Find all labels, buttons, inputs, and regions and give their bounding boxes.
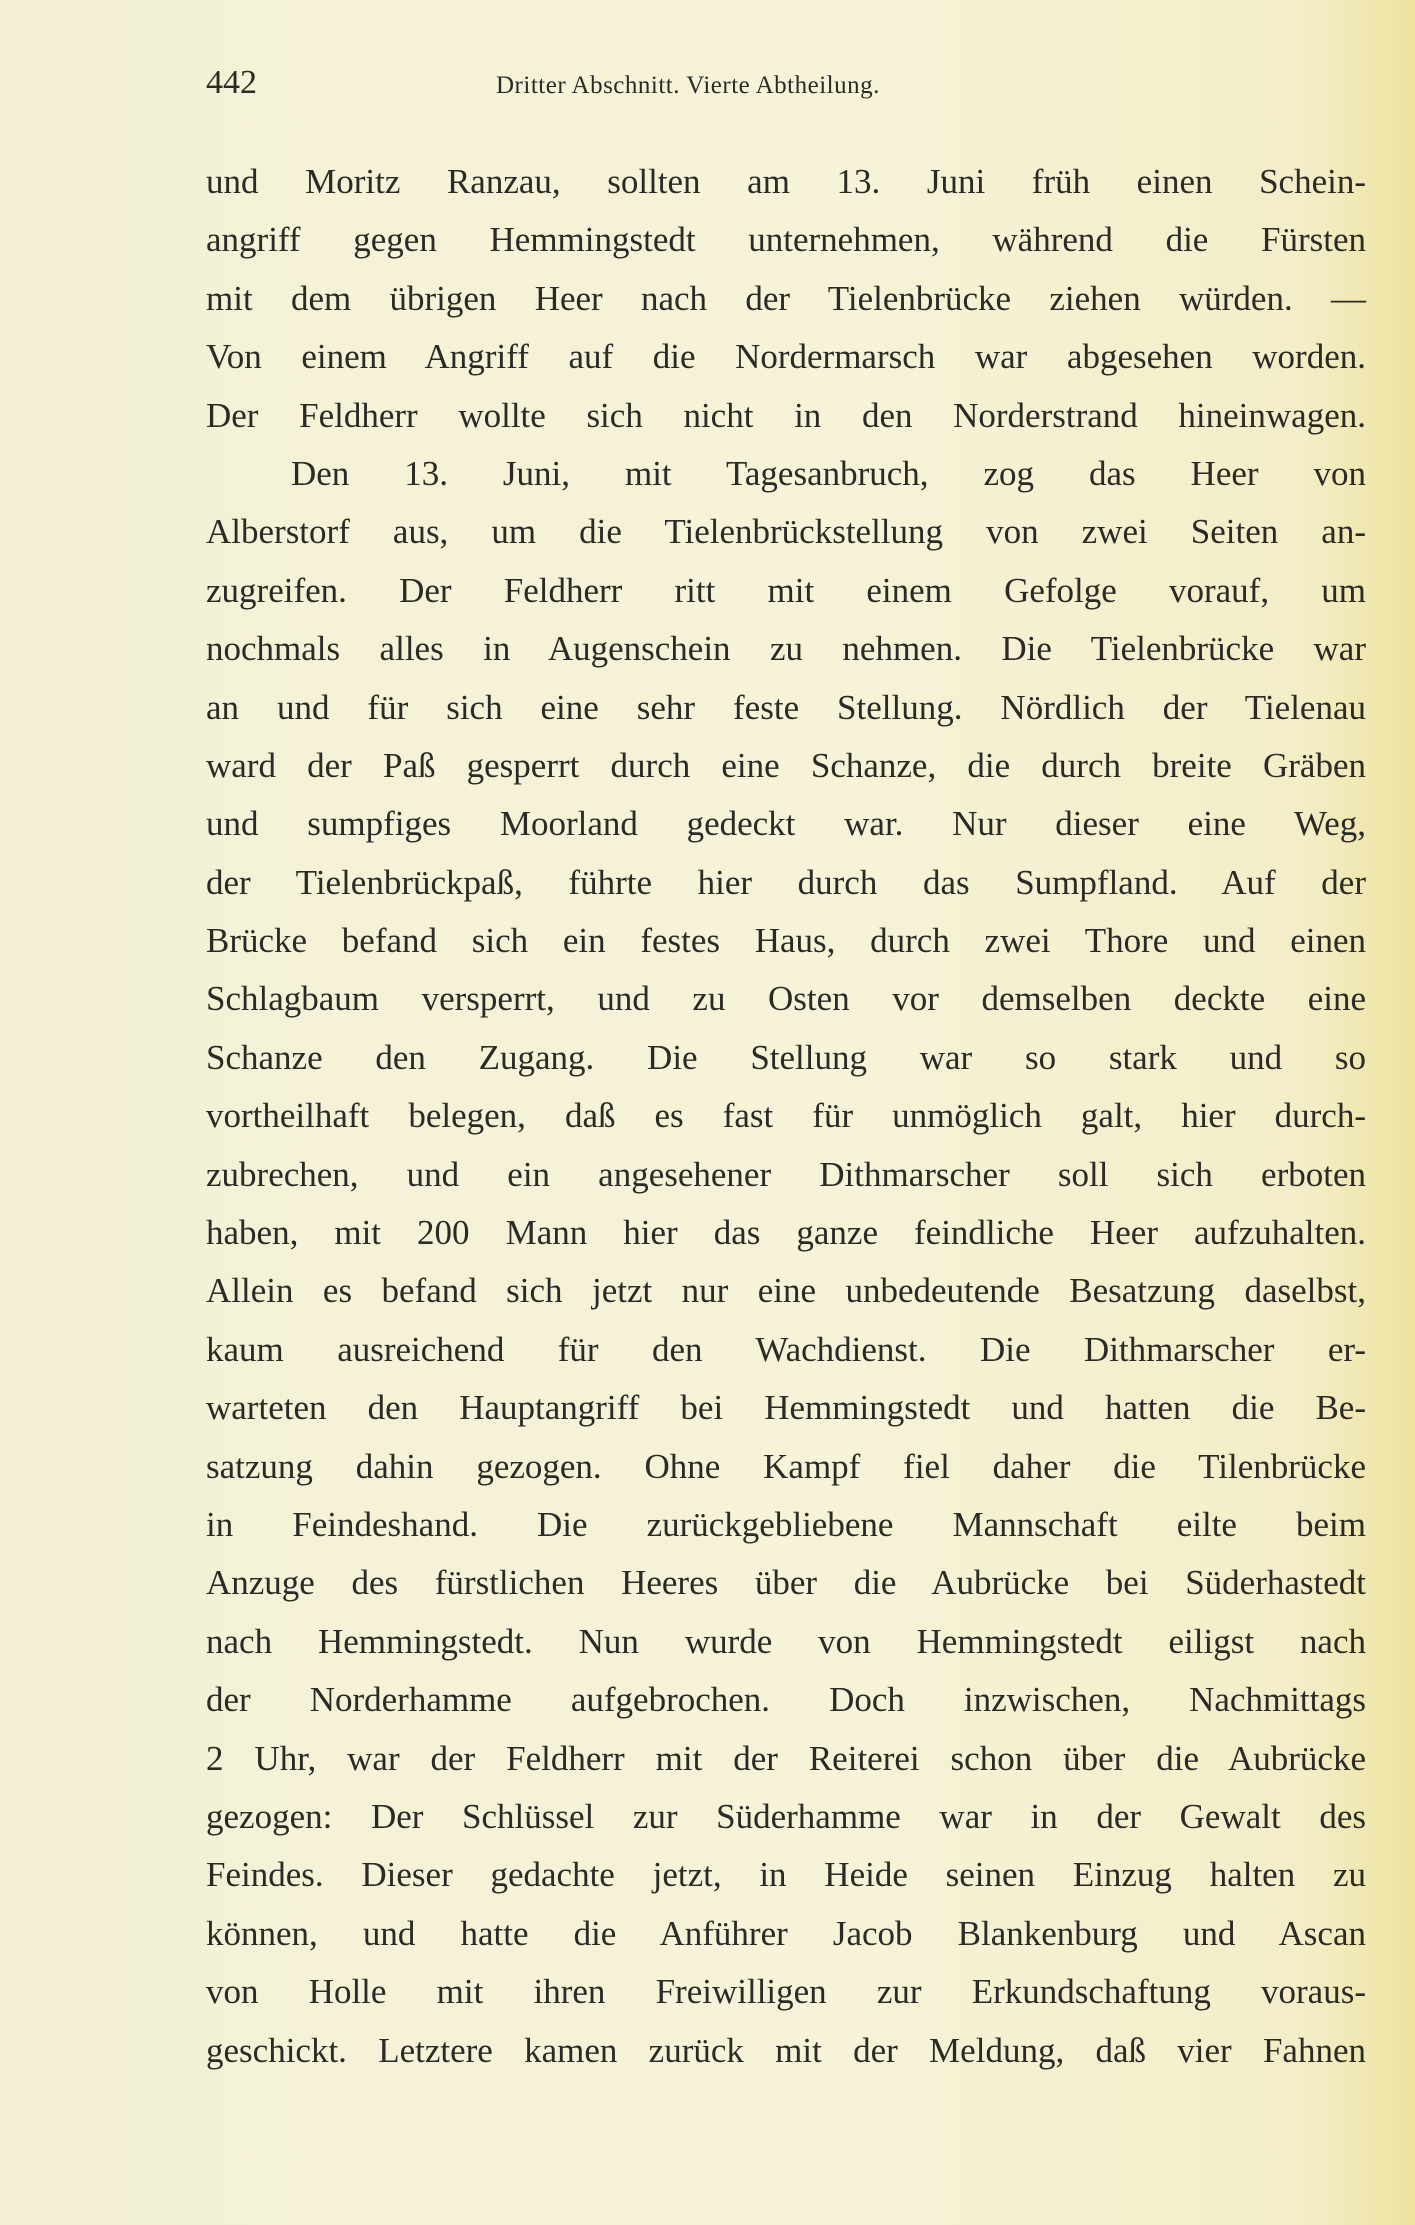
text-line: nach Hemmingstedt. Nun wurde von Hemmingstedt eiligst nach — [206, 1621, 1366, 1661]
text-line: haben, mit 200 Mann hier das ganze feindliche Heer aufzuhalten. — [206, 1213, 1366, 1253]
text-line: 2 Uhr, war der Feldherr mit der Reiterei schon über die Aubrücke — [206, 1738, 1366, 1778]
page-number: 442 — [206, 64, 257, 101]
text-line: Anzuge des fürstlichen Heeres über die Aubrücke bei Süderhastedt — [206, 1563, 1366, 1603]
text-line: zugreifen. Der Feldherr ritt mit einem Gefolge vorauf, um — [206, 570, 1366, 610]
text-line: Von einem Angriff auf die Nordermarsch war abgesehen worden. — [206, 337, 1366, 377]
text-line: angriff gegen Hemmingstedt unternehmen, während die Fürsten — [206, 220, 1366, 260]
text-line: Der Feldherr wollte sich nicht in den Norderstrand hineinwagen. — [206, 395, 1366, 435]
text-line: an und für sich eine sehr feste Stellung. Nördlich der Tielenau — [206, 687, 1366, 727]
text-line: vortheilhaft belegen, daß es fast für unmöglich galt, hier durch- — [206, 1096, 1366, 1136]
text-line: Schanze den Zugang. Die Stellung war so stark und so — [206, 1037, 1366, 1077]
running-title: Dritter Abschnitt. Vierte Abtheilung. — [496, 72, 880, 99]
text-line: gezogen: Der Schlüssel zur Süderhamme war in der Gewalt des — [206, 1796, 1366, 1836]
text-line: und Moritz Ranzau, sollten am 13. Juni früh einen Schein- — [206, 162, 1366, 201]
text-line: zubrechen, und ein angesehener Dithmarscher soll sich erboten — [206, 1154, 1366, 1194]
text-line: satzung dahin gezogen. Ohne Kampf fiel daher die Tilenbrücke — [206, 1446, 1366, 1486]
text-line: in Feindeshand. Die zurückgebliebene Mannschaft eilte beim — [206, 1504, 1366, 1544]
text-line: der Tielenbrückpaß, führte hier durch das Sumpfland. Auf der — [206, 862, 1366, 902]
text-line: mit dem übrigen Heer nach der Tielenbrücke ziehen würden. — — [206, 278, 1366, 318]
paragraph-start-line: Den 13. Juni, mit Tagesanbruch, zog das Heer von — [291, 453, 1366, 493]
text-line: geschickt. Letztere kamen zurück mit der Meldung, daß vier Fahnen — [206, 2030, 1366, 2070]
text-line: nochmals alles in Augenschein zu nehmen. Die Tielenbrücke war — [206, 629, 1366, 669]
text-line: Allein es befand sich jetzt nur eine unbedeutende Besatzung daselbst, — [206, 1271, 1366, 1311]
text-line: der Norderhamme aufgebrochen. Doch inzwischen, Nachmittags — [206, 1680, 1366, 1720]
text-line: können, und hatte die Anführer Jacob Blankenburg und Ascan — [206, 1913, 1366, 1953]
text-line: Brücke befand sich ein festes Haus, durch zwei Thore und einen — [206, 921, 1366, 961]
body-text — [206, 153, 1366, 2080]
text-line: Schlagbaum versperrt, und zu Osten vor demselben deckte eine — [206, 979, 1366, 1019]
text-line: Feindes. Dieser gedachte jetzt, in Heide seinen Einzug halten zu — [206, 1855, 1366, 1895]
text-line: ward der Paß gesperrt durch eine Schanze, die durch breite Gräben — [206, 745, 1366, 785]
text-line: kaum ausreichend für den Wachdienst. Die Dithmarscher er- — [206, 1329, 1366, 1369]
text-line: warteten den Hauptangriff bei Hemmingstedt und hatten die Be- — [206, 1388, 1366, 1428]
text-line: Alberstorf aus, um die Tielenbrückstellung von zwei Seiten an- — [206, 512, 1366, 552]
page-header — [206, 64, 1366, 114]
text-line: von Holle mit ihren Freiwilligen zur Erkundschaftung voraus- — [206, 1972, 1366, 2012]
text-line: und sumpfiges Moorland gedeckt war. Nur dieser eine Weg, — [206, 804, 1366, 844]
